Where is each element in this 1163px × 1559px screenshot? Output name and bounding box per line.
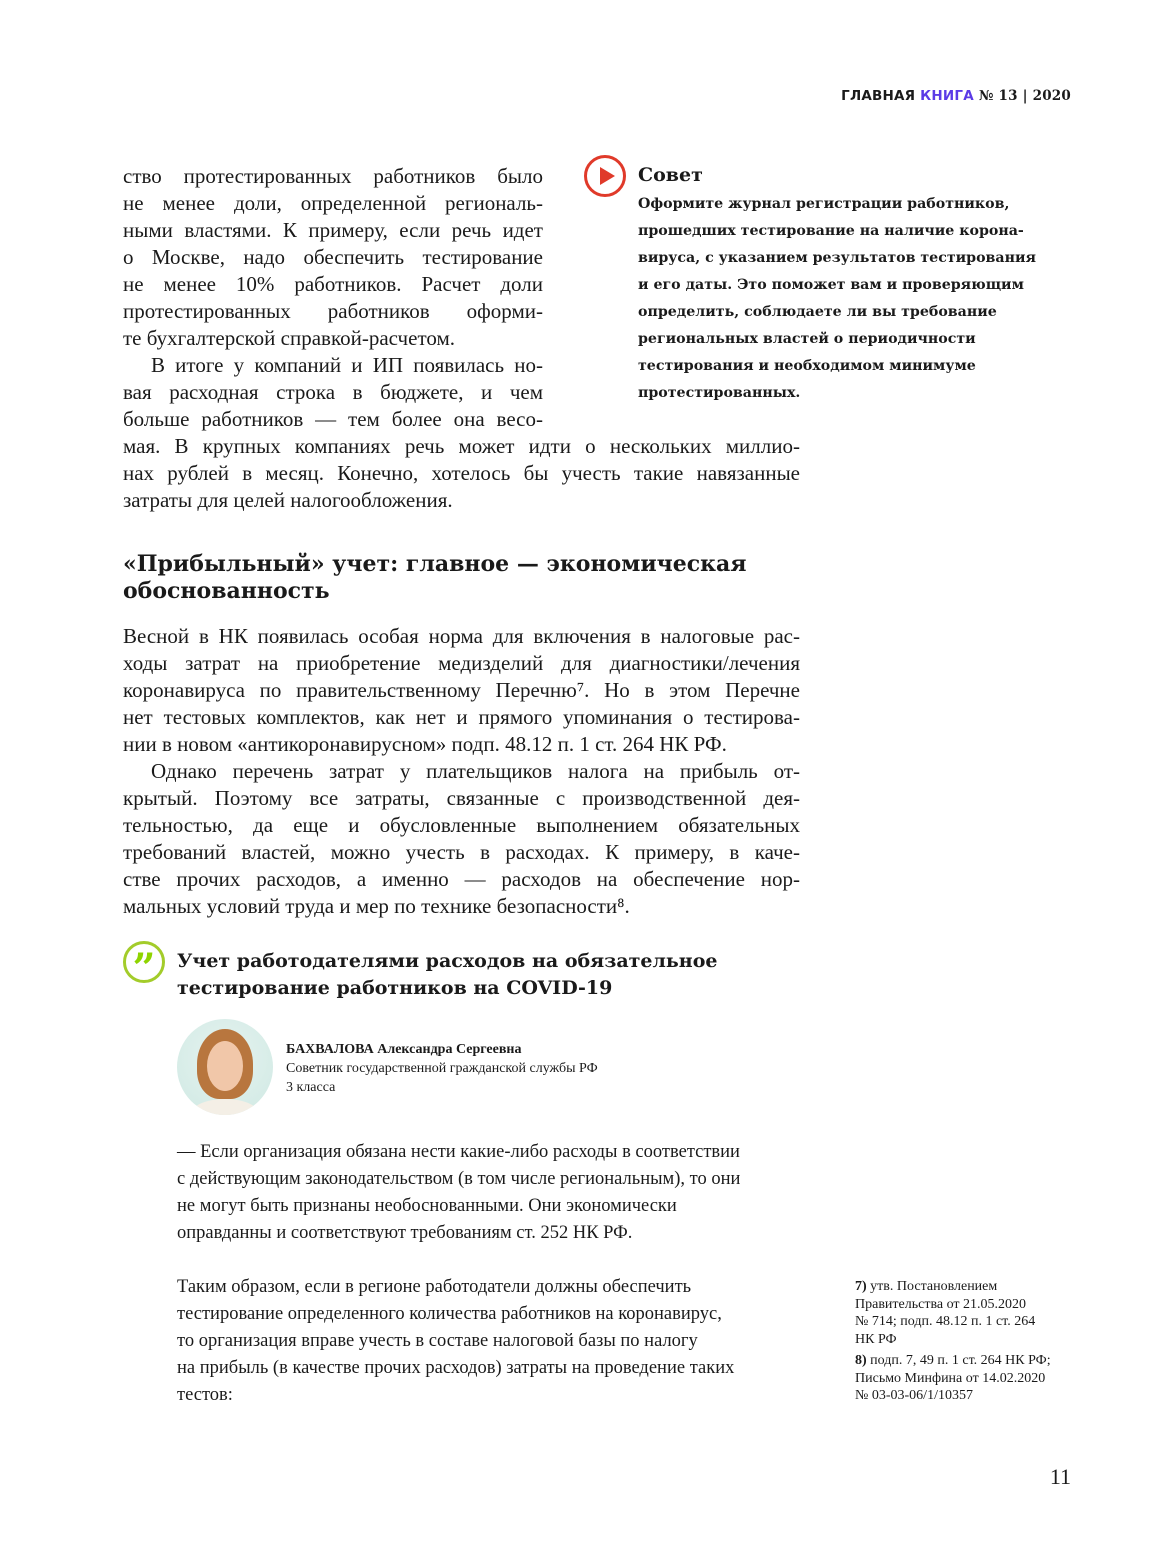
brand-name-accent: КНИГА <box>920 88 974 104</box>
footnote-line: № 03-03-06/1/10357 <box>855 1388 973 1403</box>
footnote-line: НК РФ <box>855 1331 897 1347</box>
tip-line: Оформите журнал регистрации работников, <box>638 196 1010 212</box>
heading-line: тестирование работников на COVID-19 <box>177 977 613 999</box>
author-title: Советник государственной гражданской службы РФ <box>286 1061 598 1076</box>
text-line: мая. В крупных компаниях речь может идти о нескольких миллио- <box>123 434 800 458</box>
expert-answer <box>177 1139 797 1247</box>
text-line: Весной в НК появилась особая норма для включения в налоговые рас- <box>123 624 800 648</box>
text-line: Однако перечень затрат у плательщиков налога на прибыль от- <box>151 759 800 783</box>
text-line: не менее 10% работников. Расчет доли <box>123 272 543 296</box>
issue-number: № 13 | 2020 <box>978 88 1071 104</box>
conclusion <box>177 1274 797 1409</box>
intro-wide <box>123 433 800 514</box>
quote-heading <box>177 948 717 1002</box>
tip-line: вируса, с указанием результатов тестирования <box>638 250 1036 266</box>
footnote-line: Правительства от 21.05.2020 <box>855 1296 1027 1312</box>
tip-body <box>638 191 1068 407</box>
text-line: тестирование определенного количества работников на коронавирус, <box>177 1304 722 1324</box>
tip-line: и его даты. Это поможет вам и проверяющим <box>638 277 1024 293</box>
author-name: БАХВАЛОВА Александра Сергеевна <box>286 1042 522 1057</box>
section-body <box>123 623 800 920</box>
footnote-line: утв. Постановлением <box>870 1279 998 1294</box>
text-line: с действующим законодательством (в том числе региональным), то они <box>177 1169 741 1189</box>
tip-line: протестированных. <box>638 385 801 401</box>
tip-line: определить, соблюдаете ли вы требование <box>638 304 997 320</box>
text-line: не могут быть признаны необоснованными. Они экономически <box>177 1196 677 1216</box>
heading-line: «Прибыльный» учет: главное — экономическая <box>123 551 747 577</box>
text-line: тестов: <box>177 1385 233 1405</box>
footnote-line: подп. 7, 49 п. 1 ст. 264 НК РФ; <box>870 1353 1051 1368</box>
footnote-7 <box>855 1278 1085 1348</box>
tip-line: тестирования и необходимом минимуме <box>638 358 976 374</box>
heading-line: Учет работодателями расходов на обязательное <box>177 950 718 972</box>
footnote-line: № 714; подп. 48.12 п. 1 ст. 264 <box>855 1314 1036 1329</box>
text-line: ство протестированных работников было <box>123 164 543 188</box>
text-line: Таким образом, если в регионе работодатели должны обеспечить <box>177 1277 692 1297</box>
text-line: протестированных работников оформи- <box>123 299 543 323</box>
text-line: нии в новом «антикоронавирусном» подп. 48.12 п. 1 ст. 264 НК РФ. <box>123 732 727 756</box>
running-header <box>841 88 1071 104</box>
text-line: — Если организация обязана нести какие-либо расходы в соответствии <box>177 1142 740 1162</box>
text-line: В итоге у компаний и ИП появилась но- <box>151 353 543 377</box>
section-heading <box>123 551 747 605</box>
author-info <box>286 1040 598 1097</box>
page-number: 11 <box>1049 1464 1071 1489</box>
text-line: тельностью, да еще и обусловленные выполнением обязательных <box>123 813 800 837</box>
author-title: 3 класса <box>286 1080 336 1095</box>
text-line: требований властей, можно учесть в расходах. К примеру, в каче- <box>123 840 800 864</box>
text-line: не менее доли, определенной региональ- <box>123 191 543 215</box>
text-line: ными властями. К примеру, если речь идет <box>123 218 543 242</box>
text-line: нет тестовых комплектов, как нет и прямого упоминания о тестирова- <box>123 705 800 729</box>
play-icon <box>584 155 626 197</box>
text-line: коронавируса по правительственному Перечню⁷. Но в этом Перечне <box>123 678 800 702</box>
text-line: те бухгалтерской справкой-расчетом. <box>123 326 455 350</box>
brand-name: ГЛАВНАЯ <box>841 88 916 104</box>
tip-line: прошедших тестирование на наличие корона- <box>638 223 1024 239</box>
text-line: стве прочих расходов, а именно — расходов на обеспечение нор- <box>123 867 800 891</box>
quote-icon: ” <box>123 941 165 983</box>
footnote-8 <box>855 1352 1085 1405</box>
text-line: крытый. Поэтому все затраты, связанные с производственной дея- <box>123 786 800 810</box>
text-line: оправданны и соответствуют требованиям ст. 252 НК РФ. <box>177 1223 633 1243</box>
footnote-line: Письмо Минфина от 14.02.2020 <box>855 1370 1046 1386</box>
footnote-number: 7) <box>855 1279 867 1294</box>
footnotes <box>855 1278 1085 1405</box>
text-line: нах рублей в месяц. Конечно, хотелось бы учесть такие навязанные <box>123 461 800 485</box>
text-line: вая расходная строка в бюджете, и чем <box>123 380 543 404</box>
footnote-number: 8) <box>855 1353 867 1368</box>
text-line: ходы затрат на приобретение медизделий для диагностики/лечения <box>123 651 800 675</box>
heading-line: обоснованность <box>123 578 330 604</box>
text-line: то организация вправе учесть в составе налоговой базы по налогу <box>177 1331 698 1351</box>
text-line: больше работников — тем более она весо- <box>123 407 543 431</box>
tip-line: региональных властей о периодичности <box>638 331 976 347</box>
author-photo <box>177 1019 273 1115</box>
intro-narrow <box>123 163 543 433</box>
text-line: о Москве, надо обеспечить тестирование <box>123 245 543 269</box>
tip-title: Совет <box>638 164 703 186</box>
text-line: мальных условий труда и мер по технике безопасности⁸. <box>123 894 630 918</box>
text-line: на прибыль (в качестве прочих расходов) затраты на проведение таких <box>177 1358 735 1378</box>
text-line: затраты для целей налогообложения. <box>123 488 453 512</box>
